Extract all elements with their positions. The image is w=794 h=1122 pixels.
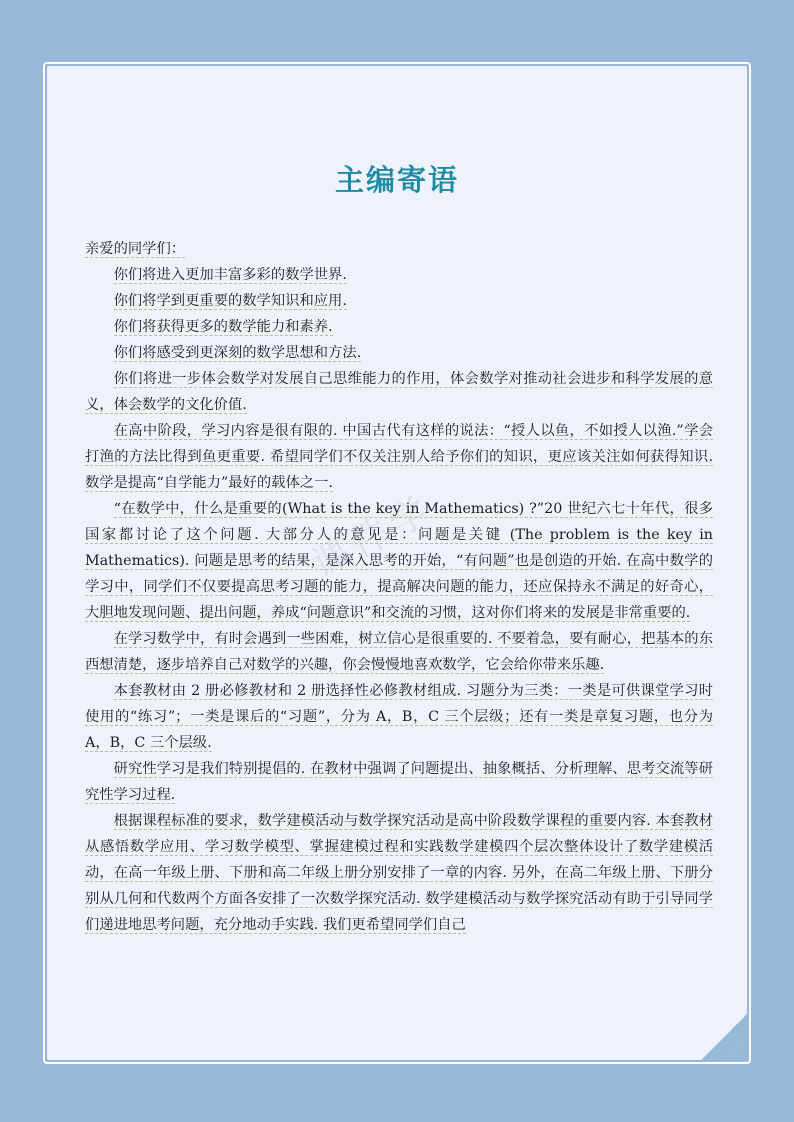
document-body bbox=[85, 236, 713, 938]
paragraph-4: 你们将感受到更深刻的数学思想和方法. bbox=[113, 345, 362, 361]
paragraph-11: 根据课程标准的要求，数学建模活动与数学探究活动是高中阶段数学课程的重要内容. 本套教材从感悟数学应用、学习数学模型、掌握建模过程和实践数学建模四个层次整体设计了数学建模活动，在高一年级上册、下册和高二年级上册分别安排了一章的内容. 另外，在高二年级上册、下册分别从几何和代数两个方面各安排了一次数学探究活动. 数学建模活动与数学探究活动有助于引导同学们递进地思考问题，充分地动手实践. 我们更希望同学们自己 bbox=[85, 813, 713, 933]
paragraph-8: 在学习数学中，有时会遇到一些困难，树立信心是很重要的. 不要着急，要有耐心，把基本的东西想清楚，逐步培养自己对数学的兴趣，你会慢慢地喜欢数学，它会给你带来乐趣. bbox=[85, 631, 713, 673]
paragraph-1: 你们将进入更加丰富多彩的数学世界. bbox=[113, 267, 347, 283]
document-page bbox=[47, 66, 747, 1060]
paragraph-6: 在高中阶段，学习内容是很有限的. 中国古代有这样的说法：“授人以鱼，不如授人以渔.”学会打渔的方法比得到鱼更重要. 希望同学们不仅关注别人给予你们的知识，更应该关注如何获得知识. 数学是提高“自学能力”最好的载体之一. bbox=[85, 423, 713, 491]
watermark: 课件学 bbox=[304, 486, 442, 588]
paragraph-10: 研究性学习是我们特别提倡的. 在教材中强调了问题提出、抽象概括、分析理解、思考交流等研究性学习过程. bbox=[85, 761, 713, 803]
paragraph-2: 你们将学到更重要的数学知识和应用. bbox=[113, 293, 347, 309]
paragraph-5: 你们将进一步体会数学对发展自己思维能力的作用，体会数学对推动社会进步和科学发展的意义，体会数学的文化价值. bbox=[85, 371, 713, 413]
paragraph-9: 本套教材由 2 册必修教材和 2 册选择性必修教材组成. 习题分为三类：一类是可供课堂学习时使用的“练习”；一类是课后的“习题”，分为 A，B，C 三个层级；还有一类是章复习题，也分为 A，B，C 三个层级. bbox=[85, 683, 713, 751]
greeting-line: 亲爱的同学们： bbox=[85, 241, 186, 257]
paragraph-7: “在数学中，什么是重要的(What is the key in Mathematics) ?”20 世纪六七十年代，很多国家都讨论了这个问题. 大部分人的意见是：问题是关键 (The problem is the key in Mathematics). 问题是思考的结果，是深入思考的开始，“有问题”也是创造的开始. 在高中数学的学习中，同学们不仅要提高思考习题的能力，提高解决问题的能力，还应保持永不满足的好奇心，大胆地发现问题、提出问题，养成“问题意识”和交流的习惯，这对你们将来的发展是非常重要的. bbox=[85, 501, 713, 621]
page-title: 主编寄语 bbox=[334, 163, 459, 197]
page-curl-corner bbox=[701, 1014, 747, 1060]
paragraph-3: 你们将获得更多的数学能力和素养. bbox=[113, 319, 333, 335]
